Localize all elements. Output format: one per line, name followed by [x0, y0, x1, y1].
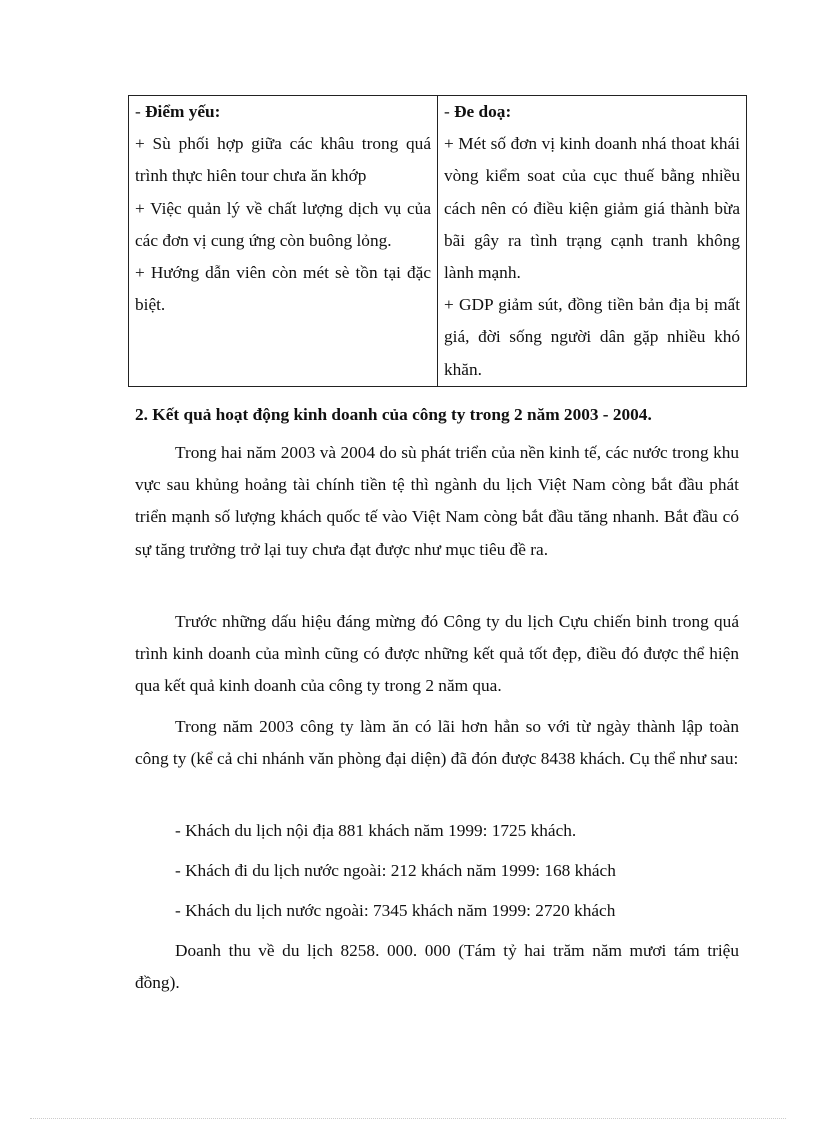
paragraph: Trong năm 2003 công ty làm ăn có lãi hơn hẳn so với từ ngày thành lập toàn công ty (kể cả chi nhánh văn phòng đại diện) đã đón được 8438 khách. Cụ thể như sau:	[135, 717, 739, 769]
list-item: - Khách du lịch nội địa 881 khách năm 1999: 1725 khách.	[175, 821, 577, 840]
threats-heading	[444, 102, 511, 121]
heading-dash: -	[135, 102, 146, 121]
weaknesses-heading	[135, 102, 220, 121]
heading-text: Đe doạ:	[454, 102, 512, 121]
threats-cell	[438, 96, 747, 387]
paragraph: Trong hai năm 2003 và 2004 do sù phát triển của nền kinh tế, các nước trong khu vực sau khủng hoảng tài chính tiền tệ thì ngành du lịch Việt Nam còng bắt đầu phát triển mạnh số lượng khách quốc tế vào Việt Nam còng bắt đầu tăng nhanh. Bắt đầu có sự tăng trưởng trở lại tuy chưa đạt được như mục tiêu đề ra.	[135, 443, 739, 559]
bullet-list	[135, 895, 739, 927]
weakness-item: + Hướng dẫn viên còn mét sè tồn tại đặc biệt.	[135, 263, 431, 315]
body-paragraph-1	[135, 437, 739, 566]
bullet-list	[135, 855, 739, 887]
bullet-list	[135, 815, 739, 847]
heading-dash: -	[444, 102, 455, 121]
list-item: - Khách du lịch nước ngoài: 7345 khách năm 1999: 2720 khách	[175, 901, 616, 920]
body-paragraph-3	[135, 711, 739, 775]
threat-item: + Mét số đơn vị kinh doanh nhá thoat khái vòng kiểm soat của cục thuế bằng nhiều cách nên có điều kiện giảm giá thành bừa bãi gây ra tình trạng cạnh tranh không lành mạnh.	[444, 134, 740, 283]
table-row	[129, 96, 747, 387]
threat-item: + GDP giảm sút, đồng tiền bản địa bị mất giá, đời sống người dân gặp nhiều khó khăn.	[444, 295, 740, 379]
paragraph: Trước những dấu hiệu đáng mừng đó Công ty du lịch Cựu chiến binh trong quá trình kinh doanh của mình cũng có được những kết quả tốt đẹp, điều đó được thể hiện qua kết quả kinh doanh của công ty trong 2 năm qua.	[135, 612, 739, 696]
heading-text: Điểm yếu:	[145, 102, 221, 121]
weakness-item: + Việc quản lý về chất lượng dịch vụ của các đơn vị cung ứng còn buông lỏng.	[135, 198, 431, 250]
list-item: - Khách đi du lịch nước ngoài: 212 khách năm 1999: 168 khách	[175, 861, 616, 880]
section-heading: 2. Kết quả hoạt động kinh doanh của công ty trong 2 năm 2003 - 2004.	[135, 405, 652, 424]
body-paragraph-2	[135, 606, 739, 703]
swot-table	[128, 95, 747, 387]
footer-divider	[30, 1118, 786, 1119]
body-paragraph-closing	[135, 935, 739, 999]
weaknesses-cell	[129, 96, 438, 387]
weakness-item: + Sù phối hợp giữa các khâu trong quá trình thực hiên tour chưa ăn khớp	[135, 134, 431, 186]
paragraph: Doanh thu về du lịch 8258. 000. 000 (Tám tỷ hai trăm năm mươi tám triệu đồng).	[135, 941, 739, 993]
